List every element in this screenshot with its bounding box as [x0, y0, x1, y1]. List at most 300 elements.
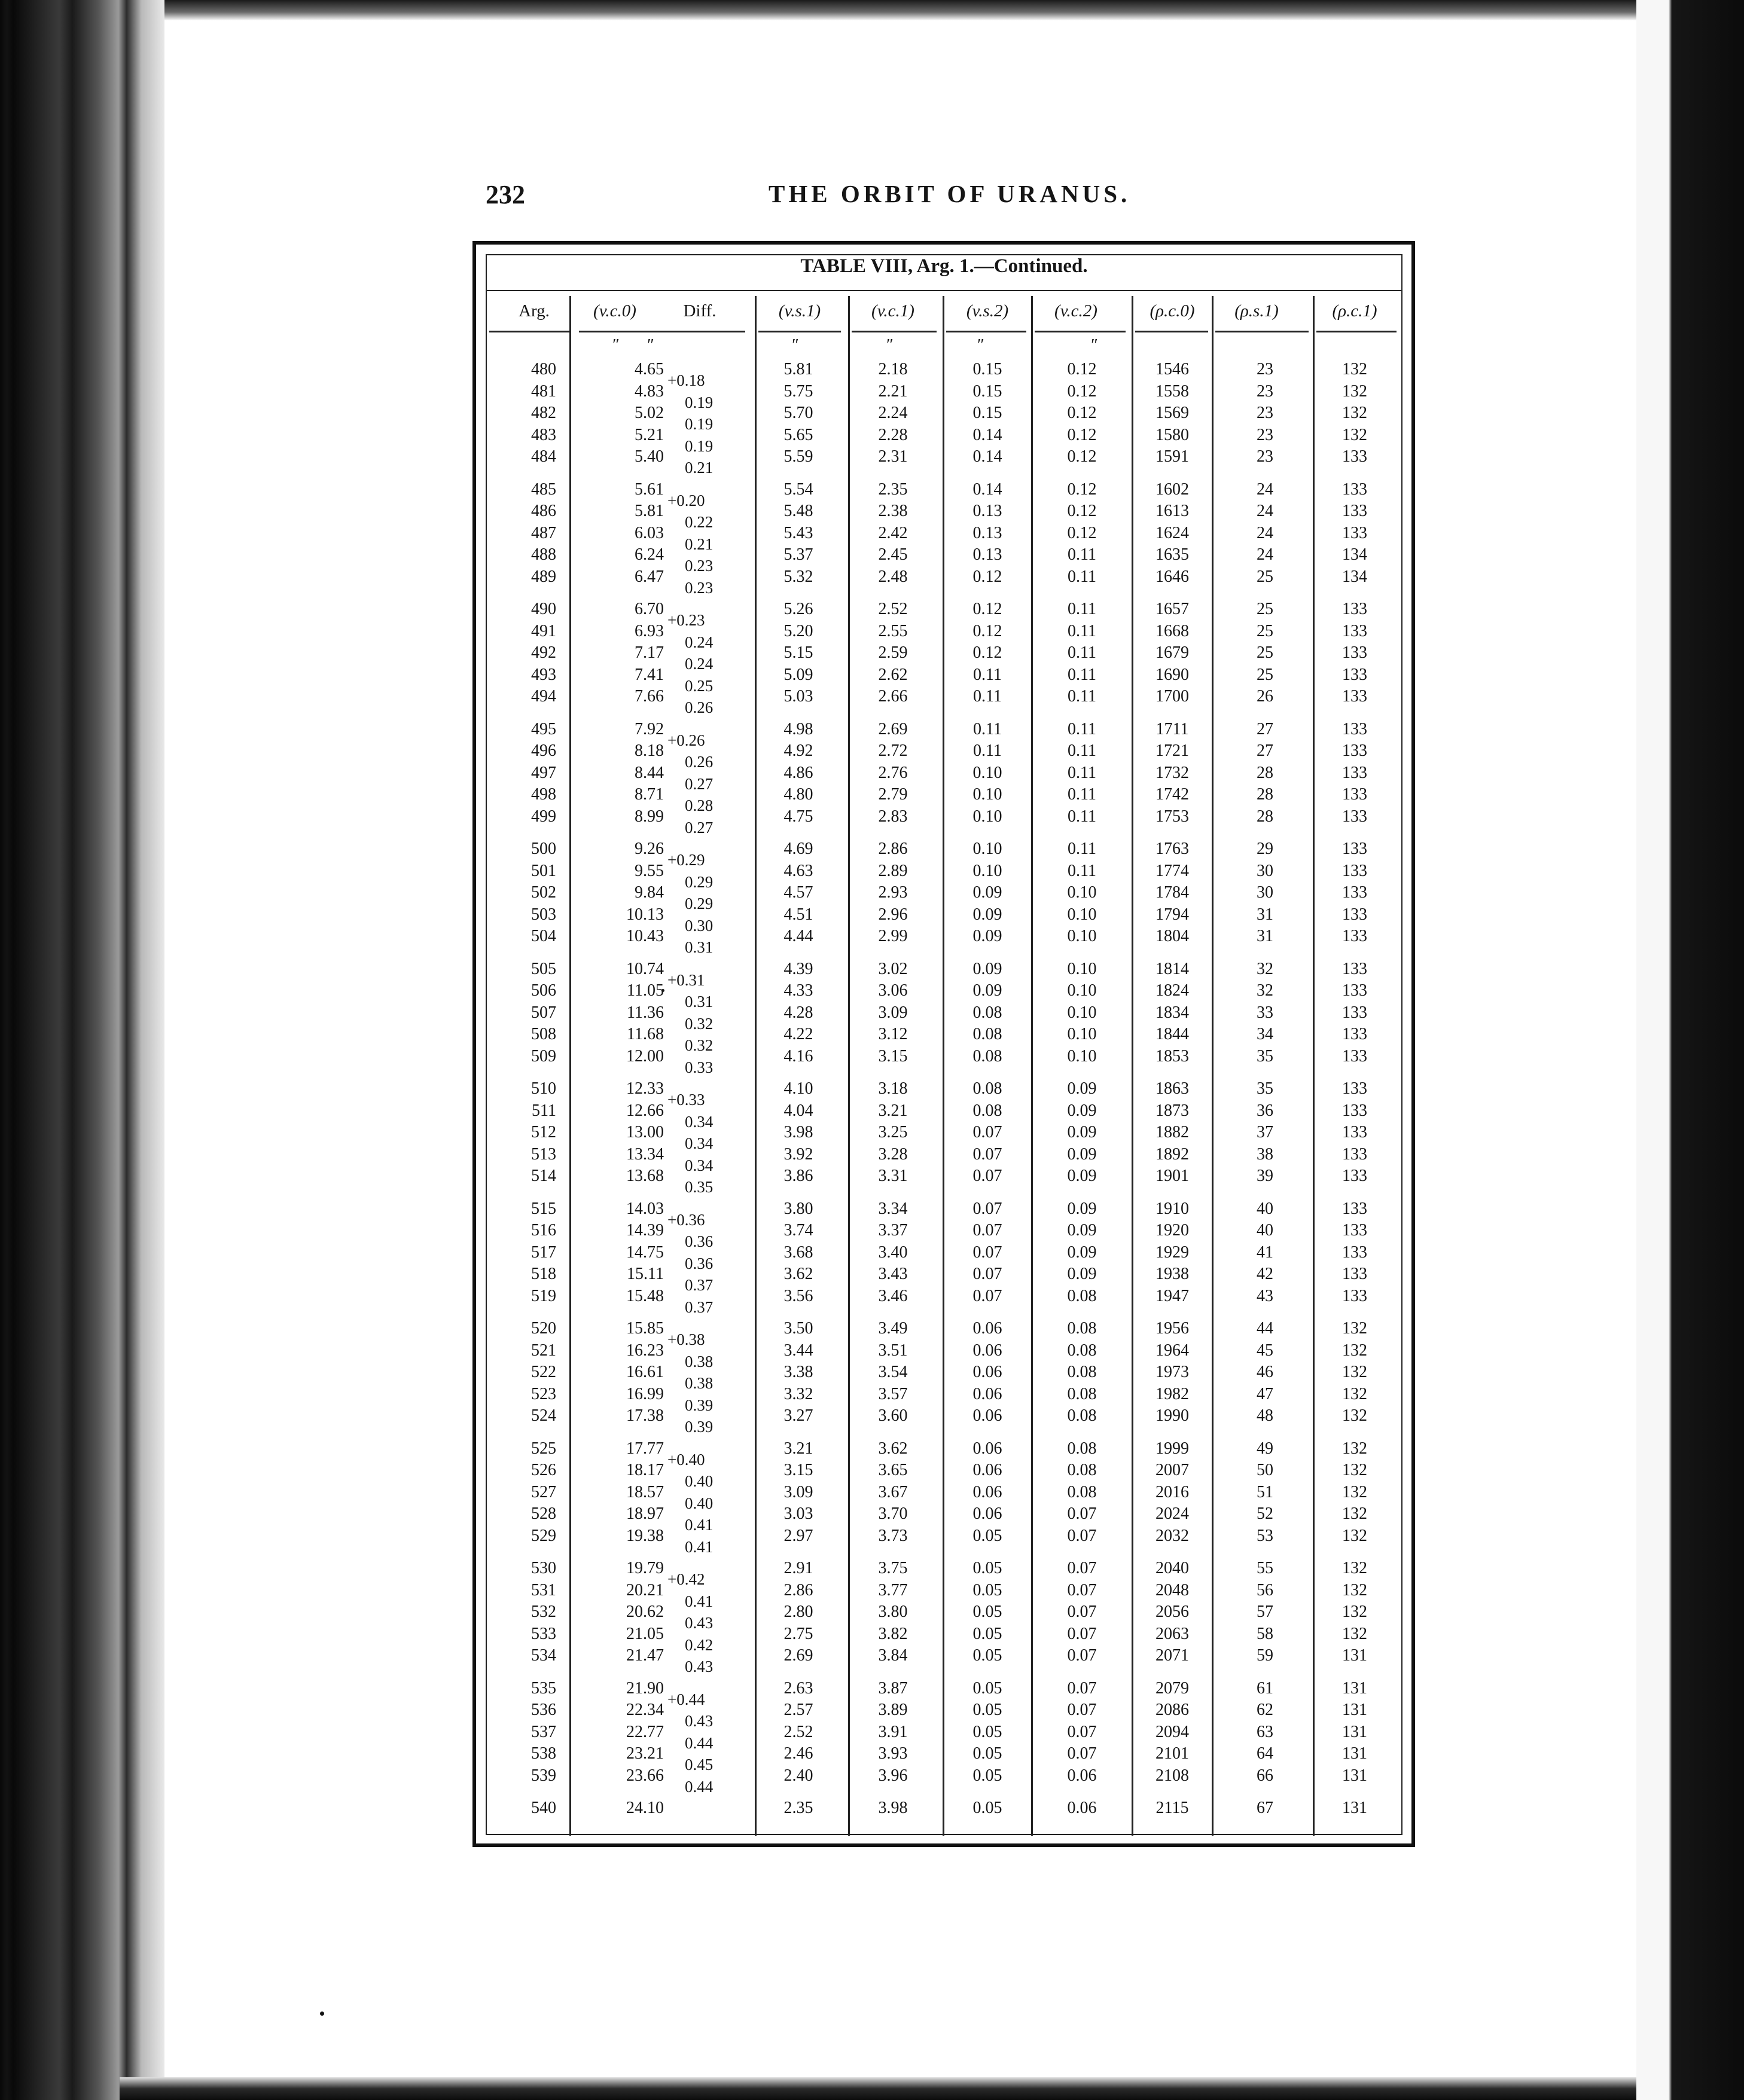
rho-c-0-value: 1999 [1155, 1439, 1189, 1458]
header-arg: Arg. [519, 301, 550, 321]
arg-value: 508 [531, 1025, 556, 1044]
v-c-1-value: 3.80 [878, 1603, 908, 1622]
v-c-1-value: 2.99 [878, 927, 908, 946]
v-c-1-value: 2.31 [878, 447, 908, 466]
rho-s-1-value: 46 [1257, 1363, 1273, 1382]
v-s-2-value: 0.06 [972, 1482, 1002, 1501]
rho-s-1-value: 30 [1257, 883, 1273, 902]
arg-value: 530 [531, 1559, 556, 1577]
column-rule [943, 296, 944, 1836]
rho-c-1-value: 133 [1342, 1046, 1367, 1066]
v-s-1-value: 4.16 [783, 1046, 813, 1066]
diff-value: 0.36 [685, 1232, 714, 1251]
v-c-1-value: 2.76 [878, 763, 908, 782]
rho-c-1-value: 132 [1342, 1439, 1367, 1458]
rho-s-1-value: 66 [1257, 1766, 1273, 1785]
print-speck [320, 2012, 324, 2016]
diff-value: 0.43 [685, 1712, 714, 1730]
page-number: 232 [486, 180, 525, 209]
v-s-2-value: 0.05 [972, 1678, 1002, 1698]
rho-c-1-value: 133 [1342, 741, 1367, 761]
rho-c-0-value: 1784 [1155, 883, 1189, 902]
v-s-2-value: 0.07 [972, 1199, 1002, 1218]
rho-c-1-value: 132 [1342, 381, 1367, 401]
v-c-1-value: 2.55 [878, 621, 908, 640]
v-s-2-value: 0.05 [972, 1624, 1002, 1643]
rho-c-1-value: 133 [1342, 1025, 1367, 1044]
v-c-0-value: 9.26 [635, 840, 664, 858]
rho-c-1-value: 132 [1342, 1319, 1367, 1338]
v-c-1-value: 2.48 [878, 567, 908, 586]
arg-value: 505 [531, 959, 556, 978]
rho-c-0-value: 1763 [1155, 840, 1189, 858]
rho-c-0-value: 1824 [1155, 981, 1189, 1000]
diff-value: 0.41 [685, 1537, 714, 1556]
v-s-2-value: 0.06 [972, 1406, 1002, 1426]
v-s-1-value: 2.86 [783, 1580, 813, 1600]
v-s-1-value: 2.57 [783, 1701, 813, 1720]
rho-s-1-value: 34 [1257, 1025, 1273, 1044]
v-c-1-value: 3.54 [878, 1363, 908, 1382]
v-c-2-value: 0.09 [1067, 1144, 1097, 1164]
unit-mark: ″ [977, 336, 984, 355]
v-s-1-value: 3.74 [783, 1221, 813, 1240]
v-s-1-value: 5.32 [783, 567, 813, 586]
v-c-1-value: 2.28 [878, 425, 908, 444]
v-s-1-value: 2.69 [783, 1646, 813, 1665]
running-head: THE ORBIT OF URANUS. [769, 180, 1131, 207]
v-c-2-value: 0.11 [1068, 719, 1096, 738]
arg-value: 497 [531, 763, 556, 782]
diff-value: 0.40 [685, 1472, 714, 1491]
unit-mark: ″ [792, 336, 799, 355]
rho-c-0-value: 2115 [1155, 1799, 1189, 1817]
v-c-1-value: 3.37 [878, 1221, 908, 1240]
rho-c-1-value: 133 [1342, 981, 1367, 1000]
v-c-0-value: 10.13 [626, 905, 664, 924]
v-s-1-value: 3.03 [783, 1504, 813, 1524]
v-c-1-value: 3.70 [878, 1504, 908, 1524]
header-underline [489, 331, 569, 332]
rho-s-1-value: 35 [1257, 1079, 1273, 1098]
rho-c-1-value: 133 [1342, 1101, 1367, 1120]
rho-s-1-value: 51 [1257, 1482, 1273, 1501]
arg-value: 503 [531, 905, 556, 924]
rho-s-1-value: 24 [1257, 480, 1273, 499]
scan-top-edge [164, 0, 1636, 20]
v-s-1-value: 3.15 [783, 1461, 813, 1480]
rho-s-1-value: 43 [1257, 1286, 1273, 1305]
v-c-0-value: 7.41 [635, 665, 664, 684]
v-s-2-value: 0.05 [972, 1580, 1002, 1600]
rho-c-1-value: 133 [1342, 883, 1367, 902]
rho-c-1-value: 132 [1342, 1406, 1367, 1426]
v-s-1-value: 5.26 [783, 600, 813, 618]
rho-c-1-value: 132 [1342, 404, 1367, 423]
diff-value: +0.33 [667, 1091, 705, 1109]
arg-value: 486 [531, 502, 556, 521]
arg-value: 512 [531, 1123, 556, 1142]
diff-value: 0.24 [685, 655, 714, 673]
rho-c-1-value: 131 [1342, 1646, 1367, 1665]
v-s-1-value: 3.50 [783, 1319, 813, 1338]
arg-value: 529 [531, 1526, 556, 1545]
rho-c-1-value: 132 [1342, 1384, 1367, 1403]
arg-value: 526 [531, 1461, 556, 1480]
v-s-1-value: 3.09 [783, 1482, 813, 1501]
v-c-2-value: 0.12 [1067, 425, 1097, 444]
arg-value: 506 [531, 981, 556, 1000]
rho-c-1-value: 133 [1342, 1199, 1367, 1218]
v-s-2-value: 0.06 [972, 1439, 1002, 1458]
v-c-0-value: 14.03 [626, 1199, 664, 1218]
rho-c-1-value: 133 [1342, 959, 1367, 978]
rho-c-0-value: 1613 [1155, 502, 1189, 521]
rho-s-1-value: 24 [1257, 523, 1273, 542]
v-c-1-value: 3.65 [878, 1461, 908, 1480]
v-s-2-value: 0.05 [972, 1646, 1002, 1665]
v-s-2-value: 0.08 [972, 1079, 1002, 1098]
column-rule [1212, 296, 1214, 1836]
arg-value: 537 [531, 1722, 556, 1741]
arg-value: 535 [531, 1678, 556, 1698]
rho-c-0-value: 2071 [1155, 1646, 1189, 1665]
rho-c-1-value: 133 [1342, 1221, 1367, 1240]
rho-c-1-value: 133 [1342, 1243, 1367, 1262]
arg-value: 539 [531, 1766, 556, 1785]
rho-c-1-value: 132 [1342, 1363, 1367, 1382]
arg-value: 519 [531, 1286, 556, 1305]
v-c-0-value: 16.61 [626, 1363, 664, 1382]
v-c-2-value: 0.10 [1067, 927, 1097, 946]
v-s-1-value: 4.69 [783, 840, 813, 858]
v-c-1-value: 3.60 [878, 1406, 908, 1426]
v-c-2-value: 0.08 [1067, 1363, 1097, 1382]
rho-s-1-value: 45 [1257, 1341, 1273, 1360]
v-s-1-value: 5.09 [783, 665, 813, 684]
rho-c-1-value: 132 [1342, 1603, 1367, 1622]
diff-value: 0.41 [685, 1516, 714, 1534]
v-s-2-value: 0.07 [972, 1123, 1002, 1142]
diff-value: 0.29 [685, 895, 714, 913]
v-c-1-value: 2.24 [878, 404, 908, 423]
rho-s-1-value: 41 [1257, 1243, 1273, 1262]
v-s-2-value: 0.11 [973, 687, 1002, 706]
v-c-0-value: 12.00 [626, 1046, 664, 1066]
v-c-2-value: 0.10 [1067, 883, 1097, 902]
header-rho-s-1: (ρ.s.1) [1234, 301, 1279, 321]
v-c-0-value: 23.66 [626, 1766, 664, 1785]
v-c-1-value: 3.84 [878, 1646, 908, 1665]
arg-value: 517 [531, 1243, 556, 1262]
v-s-1-value: 4.80 [783, 785, 813, 804]
v-s-2-value: 0.10 [972, 840, 1002, 858]
v-s-2-value: 0.07 [972, 1286, 1002, 1305]
arg-value: 482 [531, 404, 556, 423]
facing-page-edge [1636, 0, 1744, 2100]
book-spine-edge [0, 0, 164, 2100]
arg-value: 490 [531, 600, 556, 618]
rho-c-0-value: 1929 [1155, 1243, 1189, 1262]
v-c-2-value: 0.09 [1067, 1079, 1097, 1098]
v-c-1-value: 2.93 [878, 883, 908, 902]
diff-value: +0.36 [667, 1210, 705, 1229]
v-c-1-value: 2.79 [878, 785, 908, 804]
rho-c-1-value: 133 [1342, 665, 1367, 684]
rho-c-0-value: 1990 [1155, 1406, 1189, 1426]
v-s-2-value: 0.06 [972, 1363, 1002, 1382]
arg-value: 540 [531, 1799, 556, 1817]
column-rule [755, 296, 757, 1836]
v-s-2-value: 0.05 [972, 1722, 1002, 1741]
rho-c-1-value: 133 [1342, 600, 1367, 618]
v-c-2-value: 0.07 [1067, 1678, 1097, 1698]
rho-c-0-value: 1892 [1155, 1144, 1189, 1164]
v-c-2-value: 0.07 [1067, 1580, 1097, 1600]
header-underline [946, 331, 1026, 332]
rho-c-1-value: 133 [1342, 523, 1367, 542]
v-s-1-value: 2.80 [783, 1603, 813, 1622]
v-c-0-value: 6.24 [635, 545, 664, 564]
v-c-0-value: 5.40 [635, 447, 664, 466]
rho-c-1-value: 133 [1342, 1123, 1367, 1142]
v-c-1-value: 3.57 [878, 1384, 908, 1403]
header-underline [852, 331, 937, 332]
rho-c-0-value: 1646 [1155, 567, 1189, 586]
v-c-2-value: 0.10 [1067, 1025, 1097, 1044]
v-s-2-value: 0.07 [972, 1221, 1002, 1240]
v-s-1-value: 5.81 [783, 360, 813, 379]
diff-value: 0.27 [685, 818, 714, 837]
v-s-2-value: 0.09 [972, 981, 1002, 1000]
rho-c-0-value: 1804 [1155, 927, 1189, 946]
v-s-2-value: 0.12 [972, 643, 1002, 663]
rho-c-0-value: 1668 [1155, 621, 1189, 640]
rho-c-1-value: 133 [1342, 1144, 1367, 1164]
v-c-2-value: 0.08 [1067, 1439, 1097, 1458]
rho-c-1-value: 133 [1342, 1079, 1367, 1098]
arg-value: 489 [531, 567, 556, 586]
arg-value: 480 [531, 360, 556, 379]
rho-c-0-value: 1873 [1155, 1101, 1189, 1120]
arg-value: 500 [531, 840, 556, 858]
v-s-2-value: 0.09 [972, 905, 1002, 924]
diff-value: 0.31 [685, 938, 714, 957]
v-c-2-value: 0.08 [1067, 1286, 1097, 1305]
v-s-1-value: 4.28 [783, 1003, 813, 1022]
v-c-1-value: 3.98 [878, 1799, 908, 1817]
v-c-0-value: 15.85 [626, 1319, 664, 1338]
header-rho-c-0: (ρ.c.0) [1150, 301, 1195, 321]
v-c-2-value: 0.08 [1067, 1482, 1097, 1501]
v-c-0-value: 6.03 [635, 523, 664, 542]
rho-c-1-value: 131 [1342, 1799, 1367, 1817]
v-c-1-value: 3.51 [878, 1341, 908, 1360]
diff-value: 0.34 [685, 1156, 714, 1174]
rho-c-1-value: 131 [1342, 1766, 1367, 1785]
arg-value: 533 [531, 1624, 556, 1643]
rho-s-1-value: 27 [1257, 741, 1273, 761]
v-c-0-value: 8.44 [635, 763, 664, 782]
rho-s-1-value: 44 [1257, 1319, 1273, 1338]
arg-value: 511 [532, 1101, 556, 1120]
header-v-s-1: (v.s.1) [778, 301, 821, 321]
header-rho-c-1: (ρ.c.1) [1332, 301, 1377, 321]
v-s-2-value: 0.12 [972, 567, 1002, 586]
v-c-2-value: 0.10 [1067, 1046, 1097, 1066]
arg-value: 524 [531, 1406, 556, 1426]
arg-value: 495 [531, 719, 556, 738]
diff-value: 0.25 [685, 676, 714, 695]
v-c-0-value: 6.70 [635, 600, 664, 618]
rho-c-0-value: 1546 [1155, 360, 1189, 379]
title-rule [486, 290, 1402, 291]
rho-c-1-value: 131 [1342, 1722, 1367, 1741]
rho-c-1-value: 132 [1342, 1580, 1367, 1600]
header-underline [579, 331, 745, 332]
v-s-1-value: 3.32 [783, 1384, 813, 1403]
v-c-2-value: 0.08 [1067, 1384, 1097, 1403]
v-c-1-value: 3.91 [878, 1722, 908, 1741]
diff-value: 0.26 [685, 698, 714, 717]
v-s-2-value: 0.05 [972, 1526, 1002, 1545]
v-s-2-value: 0.06 [972, 1504, 1002, 1524]
rho-s-1-value: 40 [1257, 1199, 1273, 1218]
v-c-2-value: 0.10 [1067, 905, 1097, 924]
diff-value: 0.19 [685, 437, 714, 455]
header-v-c-1: (v.c.1) [871, 301, 914, 321]
rho-c-1-value: 132 [1342, 1341, 1367, 1360]
v-s-1-value: 5.75 [783, 381, 813, 401]
header-v-s-2: (v.s.2) [966, 301, 1009, 321]
header-v-c-0: (v.c.0) [593, 301, 636, 321]
diff-value: 0.19 [685, 415, 714, 434]
rho-s-1-value: 67 [1257, 1799, 1273, 1817]
rho-c-1-value: 133 [1342, 1286, 1367, 1305]
header-diff: Diff. [683, 301, 716, 321]
rho-c-1-value: 133 [1342, 643, 1367, 663]
v-c-0-value: 10.43 [626, 927, 664, 946]
v-c-1-value: 3.77 [878, 1580, 908, 1600]
arg-value: 501 [531, 861, 556, 880]
v-c-1-value: 2.38 [878, 502, 908, 521]
v-s-2-value: 0.07 [972, 1144, 1002, 1164]
diff-value: +0.40 [667, 1450, 705, 1469]
rho-c-0-value: 2063 [1155, 1624, 1189, 1643]
v-c-0-value: 5.02 [635, 404, 664, 423]
diff-value: 0.21 [685, 459, 714, 477]
rho-c-1-value: 133 [1342, 719, 1367, 738]
v-c-0-value: 16.99 [626, 1384, 664, 1403]
rho-c-0-value: 2040 [1155, 1559, 1189, 1577]
arg-value: 492 [531, 643, 556, 663]
v-s-2-value: 0.07 [972, 1243, 1002, 1262]
arg-value: 522 [531, 1363, 556, 1382]
rho-c-0-value: 1938 [1155, 1265, 1189, 1284]
rho-s-1-value: 36 [1257, 1101, 1273, 1120]
rho-c-0-value: 1956 [1155, 1319, 1189, 1338]
v-s-2-value: 0.11 [973, 665, 1002, 684]
v-c-2-value: 0.09 [1067, 1221, 1097, 1240]
column-rule [1031, 296, 1033, 1836]
arg-value: 498 [531, 785, 556, 804]
v-c-0-value: 17.38 [626, 1406, 664, 1426]
diff-value: 0.26 [685, 753, 714, 771]
diff-value: +0.44 [667, 1690, 705, 1708]
diff-value: 0.38 [685, 1352, 714, 1371]
v-c-2-value: 0.11 [1068, 785, 1096, 804]
v-c-1-value: 3.09 [878, 1003, 908, 1022]
diff-value: 0.34 [685, 1112, 714, 1131]
diff-value: 0.34 [685, 1134, 714, 1153]
header-underline [1035, 331, 1126, 332]
rho-s-1-value: 57 [1257, 1603, 1273, 1622]
rho-c-1-value: 131 [1342, 1744, 1367, 1763]
diff-value: 0.44 [685, 1733, 714, 1752]
v-c-1-value: 2.96 [878, 905, 908, 924]
v-c-2-value: 0.12 [1067, 502, 1097, 521]
v-s-1-value: 3.62 [783, 1265, 813, 1284]
rho-c-1-value: 134 [1342, 545, 1367, 564]
diff-value: 0.36 [685, 1254, 714, 1272]
rho-s-1-value: 39 [1257, 1167, 1273, 1186]
v-c-0-value: 21.90 [626, 1678, 664, 1698]
rho-c-1-value: 133 [1342, 840, 1367, 858]
diff-value: 0.45 [685, 1756, 714, 1774]
v-c-1-value: 2.42 [878, 523, 908, 542]
v-c-2-value: 0.07 [1067, 1701, 1097, 1720]
v-c-1-value: 3.34 [878, 1199, 908, 1218]
arg-value: 520 [531, 1319, 556, 1338]
v-s-1-value: 5.59 [783, 447, 813, 466]
rho-c-1-value: 131 [1342, 1678, 1367, 1698]
rho-s-1-value: 28 [1257, 763, 1273, 782]
v-c-0-value: 22.77 [626, 1722, 664, 1741]
v-s-2-value: 0.10 [972, 763, 1002, 782]
v-c-1-value: 3.49 [878, 1319, 908, 1338]
rho-c-0-value: 1690 [1155, 665, 1189, 684]
v-s-1-value: 5.37 [783, 545, 813, 564]
v-s-2-value: 0.14 [972, 447, 1002, 466]
rho-c-0-value: 2086 [1155, 1701, 1189, 1720]
v-s-2-value: 0.09 [972, 883, 1002, 902]
v-s-2-value: 0.14 [972, 480, 1002, 499]
rho-c-0-value: 1834 [1155, 1003, 1189, 1022]
header-underline [1215, 331, 1309, 332]
v-c-1-value: 2.35 [878, 480, 908, 499]
v-c-2-value: 0.08 [1067, 1406, 1097, 1426]
rho-c-0-value: 1973 [1155, 1363, 1189, 1382]
v-c-2-value: 0.11 [1068, 763, 1096, 782]
v-c-2-value: 0.07 [1067, 1603, 1097, 1622]
diff-value: 0.43 [685, 1614, 714, 1632]
v-c-0-value: 19.38 [626, 1526, 664, 1545]
v-c-0-value: 17.77 [626, 1439, 664, 1458]
rho-s-1-value: 32 [1257, 981, 1273, 1000]
rho-c-0-value: 1657 [1155, 600, 1189, 618]
v-c-1-value: 3.96 [878, 1766, 908, 1785]
v-s-1-value: 2.40 [783, 1766, 813, 1785]
v-c-2-value: 0.10 [1067, 1003, 1097, 1022]
arg-value: 499 [531, 807, 556, 826]
header-underline [1316, 331, 1397, 332]
diff-value: 0.39 [685, 1418, 714, 1436]
v-s-1-value: 4.63 [783, 861, 813, 880]
v-s-1-value: 5.20 [783, 621, 813, 640]
v-c-2-value: 0.08 [1067, 1461, 1097, 1480]
column-rule [1313, 296, 1315, 1836]
v-s-1-value: 4.86 [783, 763, 813, 782]
